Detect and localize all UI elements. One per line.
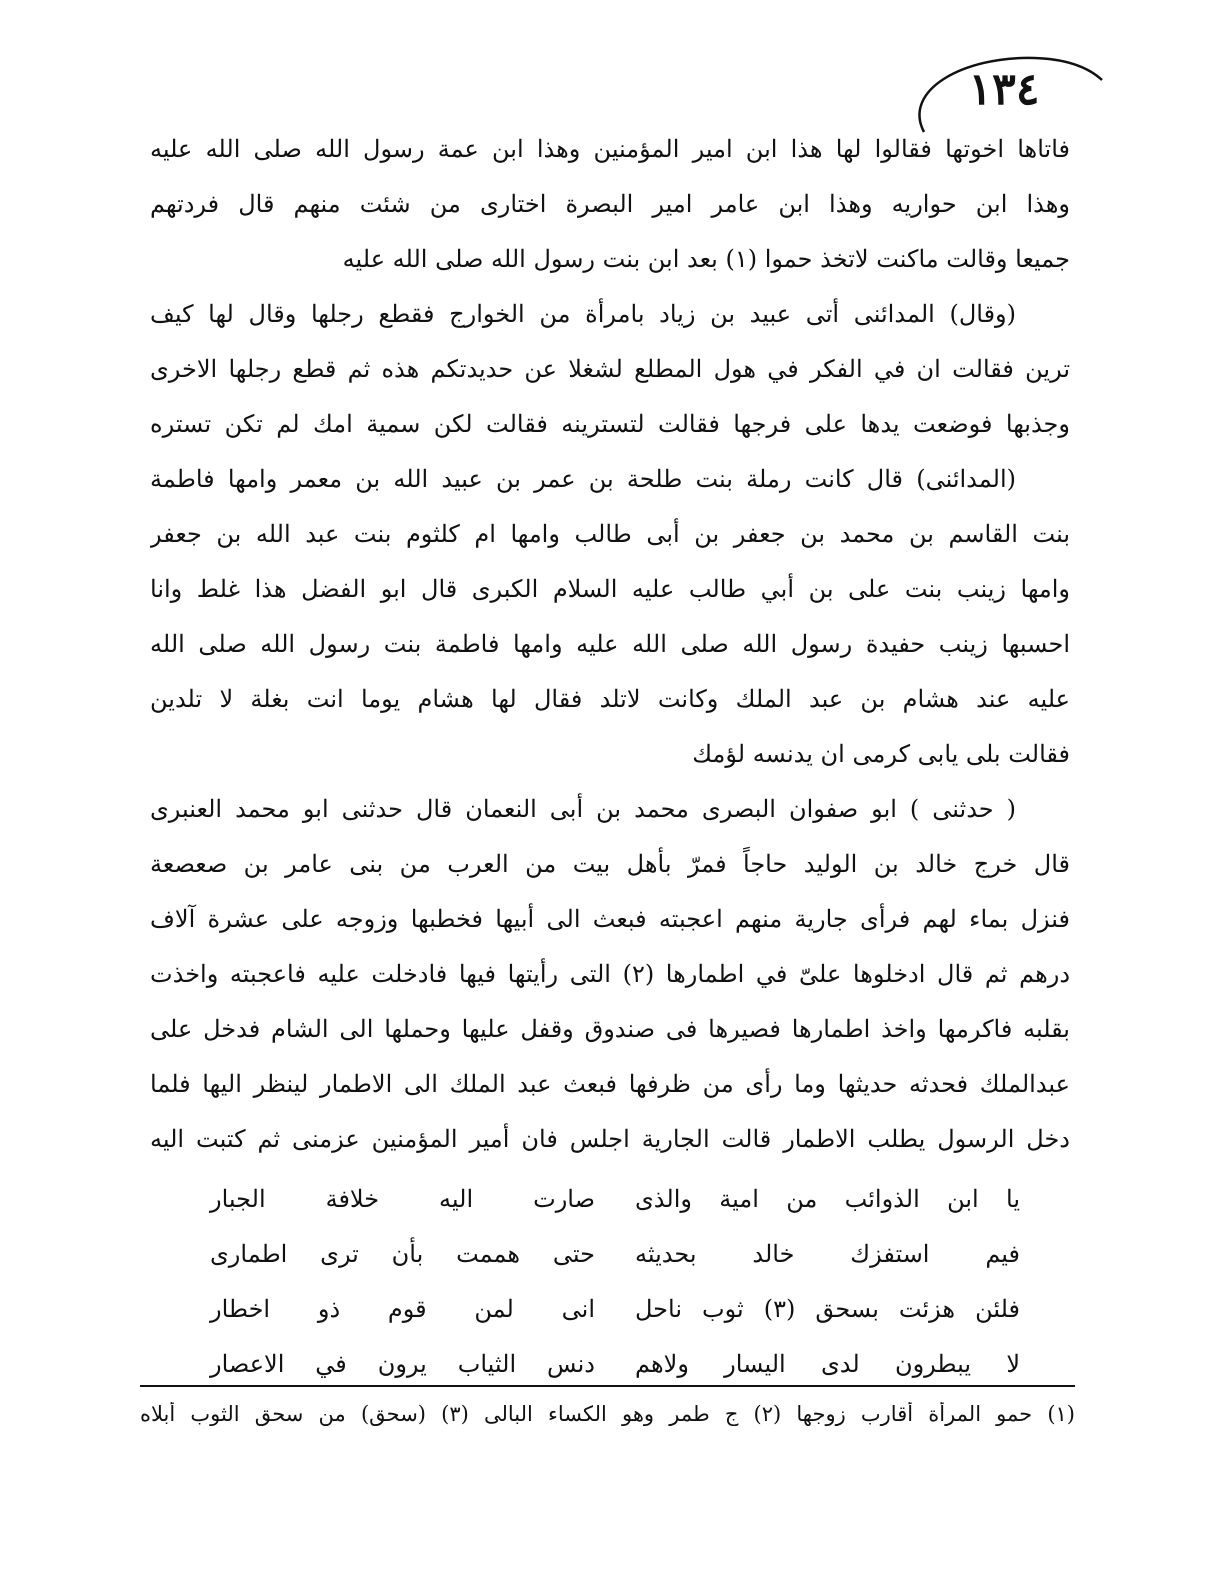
text-line: فقالت بلى يابى كرمى ان يدنسه لؤمك: [692, 740, 1070, 768]
poem-second-hemistich: صارت اليه خلافة الجبار: [210, 1185, 595, 1213]
text-line: بقلبه فاكرمها واخذ اطمارها فصيرها فى صندوق وقفل عليها وحملها الى الشام فدخل على: [150, 1015, 1070, 1043]
poem-first-hemistich: فلئن هزئت بسحق (٣) ثوب ناحل: [635, 1295, 1021, 1323]
poem: [210, 1172, 1020, 1392]
text-line: ( حدثنى ) ابو صفوان البصرى محمد بن أبى النعمان قال حدثنى ابو محمد العنبرى: [150, 795, 1016, 823]
text-line: درهم ثم قال ادخلوها علىّ في اطمارها (٢) التى رأيتها فيها فادخلت عليه فاعجبته واخذت: [150, 960, 1070, 988]
text-line: بنت القاسم بن محمد بن جعفر بن أبى طالب وامها ام كلثوم بنت عبد الله بن جعفر: [150, 520, 1070, 548]
text-line: عليه عند هشام بن عبد الملك وكانت لاتلد فقال لها هشام يوما انت بغلة لا تلدين: [150, 685, 1070, 713]
poem-second-hemistich: حتى هممت بأن ترى اطمارى: [210, 1240, 595, 1268]
text-line: عبدالملك فحدثه حديثها وما رأى من ظرفها فبعث عبد الملك الى الاطمار لينظر اليها فلما: [150, 1070, 1070, 1098]
poem-verse: [210, 1282, 1020, 1337]
text-line: قال خرج خالد بن الوليد حاجاً فمرّ بأهل بيت من العرب من بنى عامر بن صعصعة: [150, 850, 1070, 878]
body-text: [150, 122, 1070, 1167]
poem-second-hemistich: انى لمن قوم ذو اخطار: [210, 1295, 595, 1323]
footnote-divider: [140, 1385, 1075, 1387]
poem-verse: [210, 1227, 1020, 1282]
poem-verse: [210, 1337, 1020, 1392]
text-line: فاتاها اخوتها فقالوا لها هذا ابن امير المؤمنين وهذا ابن عمة رسول الله صلى الله عليه: [150, 135, 1070, 163]
poem-first-hemistich: يا ابن الذوائب من امية والذى: [635, 1185, 1020, 1213]
poem-first-hemistich: لا يبطرون لدى اليسار ولاهم: [635, 1350, 1020, 1378]
text-line: دخل الرسول يطلب الاطمار قالت الجارية اجلس فان أمير المؤمنين عزمنى ثم كتبت اليه: [150, 1125, 1070, 1153]
text-line: ترين فقالت ان في الفكر في هول المطلع لشغلا عن حديدتكم هذه ثم قطع رجلها الاخرى: [150, 355, 1070, 383]
text-line: جميعا وقالت ماكنت لاتخذ حموا (١) بعد ابن بنت رسول الله صلى الله عليه: [342, 245, 1070, 273]
text-line: (المدائنى) قال كانت رملة بنت طلحة بن عمر بن عبيد الله بن معمر وامها فاطمة: [150, 465, 1016, 493]
text-line: (وقال) المدائنى أتى عبيد بن زياد بامرأة من الخوارج فقطع رجلها وقال لها كيف: [150, 300, 1016, 328]
text-line: وجذبها فوضعت يدها على فرجها فقالت لتسترينه فقالت لكن سمية امك لم تكن تستره: [150, 410, 1070, 438]
poem-first-hemistich: فيم استفزك خالد بحديثه: [635, 1240, 1020, 1268]
poem-second-hemistich: دنس الثياب يرون في الاعصار: [210, 1350, 595, 1378]
page-number: ١٣٤: [968, 64, 1040, 115]
footnotes: (١) حمو المرأة أقارب زوجها (٢) ج طمر وهو الكساء البالى (٣) (سحق) من سحق الثوب أبلاه: [140, 1402, 1075, 1426]
text-line: فنزل بماء لهم فرأى جارية منهم اعجبته فبعث الى أبيها فخطبها وزوجه على عشرة آلاف: [150, 905, 1070, 933]
text-line: وامها زينب بنت على بن أبي طالب عليه السلام الكبرى قال ابو الفضل هذا غلط وانا: [150, 575, 1070, 603]
poem-verse: [210, 1172, 1020, 1227]
text-line: وهذا ابن حواريه وهذا ابن عامر امير البصرة اختارى من شئت منهم قال فردتهم: [150, 190, 1070, 218]
text-line: احسبها زينب حفيدة رسول الله صلى الله عليه وامها فاطمة بنت رسول الله صلى الله: [150, 630, 1070, 658]
